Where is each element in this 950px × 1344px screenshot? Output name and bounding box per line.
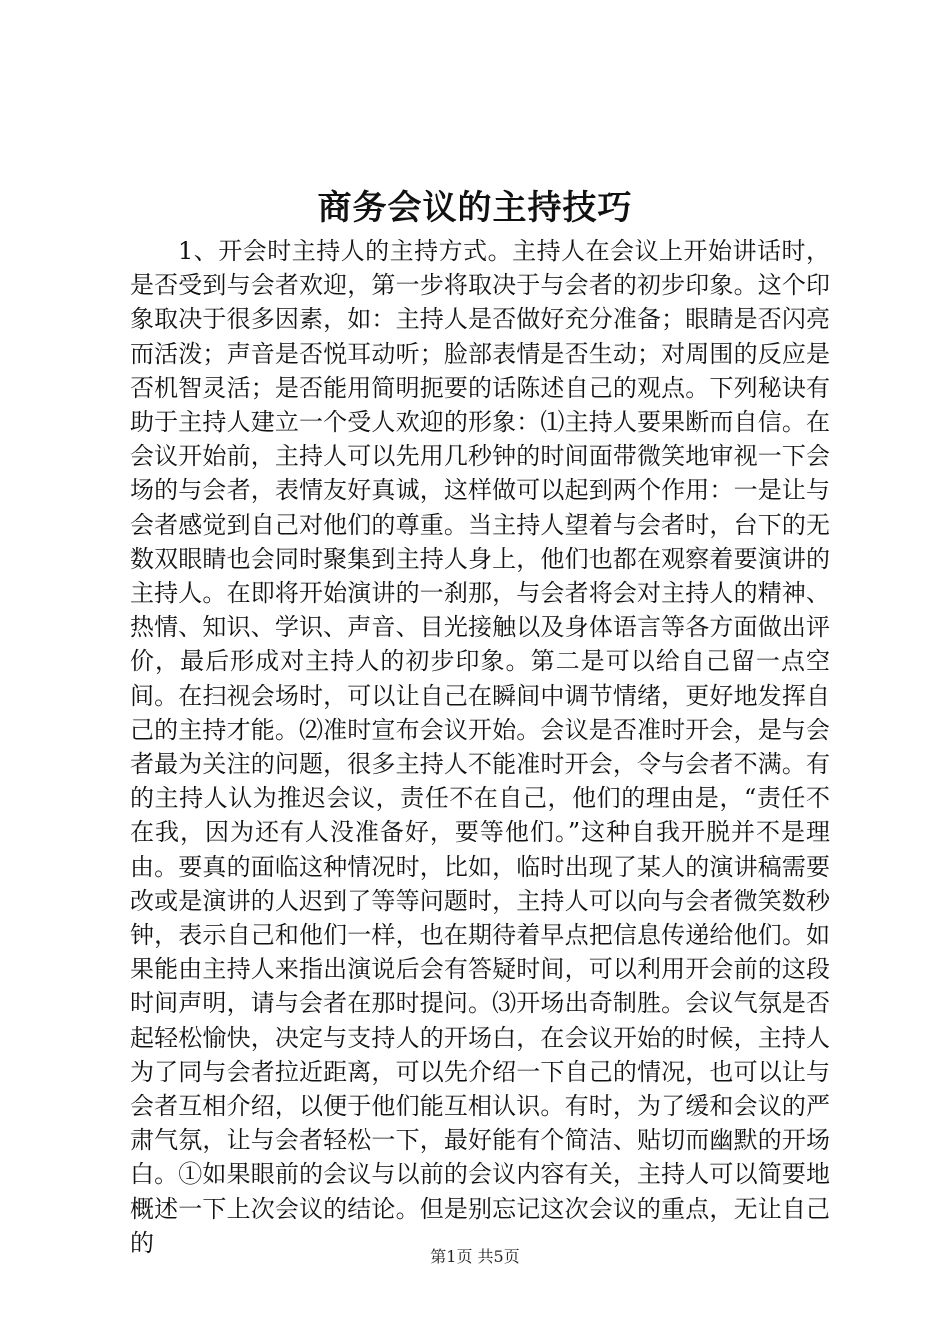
page-footer: 第1页 共5页 <box>430 1247 520 1266</box>
document-title: 商务会议的主持技巧 <box>317 188 633 228</box>
body-paragraph: 1、开会时主持人的主持方式。主持人在会议上开始讲话时，是否受到与会者欢迎，第一步将取决于与会者的初步印象。这个印象取决于很多因素，如：主持人是否做好充分准备；眼睛是否闪亮而活泼；声音是否悦耳动听；脸部表情是否生动；对周围的反应是否机智灵活；是否能用简明扼要的话陈述自己的观点。下列秘诀有助于主持人建立一个受人欢迎的形象：⑴主持人要果断而自信。在会议开始前，主持人可以先用几秒钟的时间面带微笑地审视一下会场的与会者，表情友好真诚，这样做可以起到两个作用：一是让与会者感觉到自己对他们的尊重。当主持人望着与会者时，台下的无数双眼睛也会同时聚集到主持人身上，他们也都在观察着要演讲的主持人。在即将开始演讲的一刹那，与会者将会对主持人的精神、热情、知识、学识、声音、目光接触以及身体语言等各方面做出评价，最后形成对主持人的初步印象。第二是可以给自己留一点空间。在扫视会场时，可以让自己在瞬间中调节情绪，更好地发挥自己的主持才能。⑵准时宣布会议开始。会议是否准时开会，是与会者最为关注的问题，很多主持人不能准时开会，令与会者不满。有的主持人认为推迟会议，责任不在自己，他们的理由是，“责任不在我，因为还有人没准备好，要等他们。”这种自我开脱并不是理由。要真的面临这种情况时，比如，临时出现了某人的演讲稿需要改或是演讲的人迟到了等等问题时，主持人可以向与会者微笑数秒钟，表示自己和他们一样，也在期待着早点把信息传递给他们。如果能由主持人来指出演说后会有答疑时间，可以利用开会前的这段时间声明，请与会者在那时提问。⑶开场出奇制胜。会议气氛是否起轻松愉快，决定与支持人的开场白，在会议开始的时候，主持人为了同与会者拉近距离，可以先介绍一下自己的情况，也可以让与会者互相介绍，以便于他们能互相认识。有时，为了缓和会议的严肃气氛，让与会者轻松一下，最好能有个简洁、贴切而幽默的开场白。①如果眼前的会议与以前的会议内容有关，主持人可以简要地概述一下上次会议的结论。但是别忘记这次会议的重点，无让自己的 <box>130 237 830 1257</box>
